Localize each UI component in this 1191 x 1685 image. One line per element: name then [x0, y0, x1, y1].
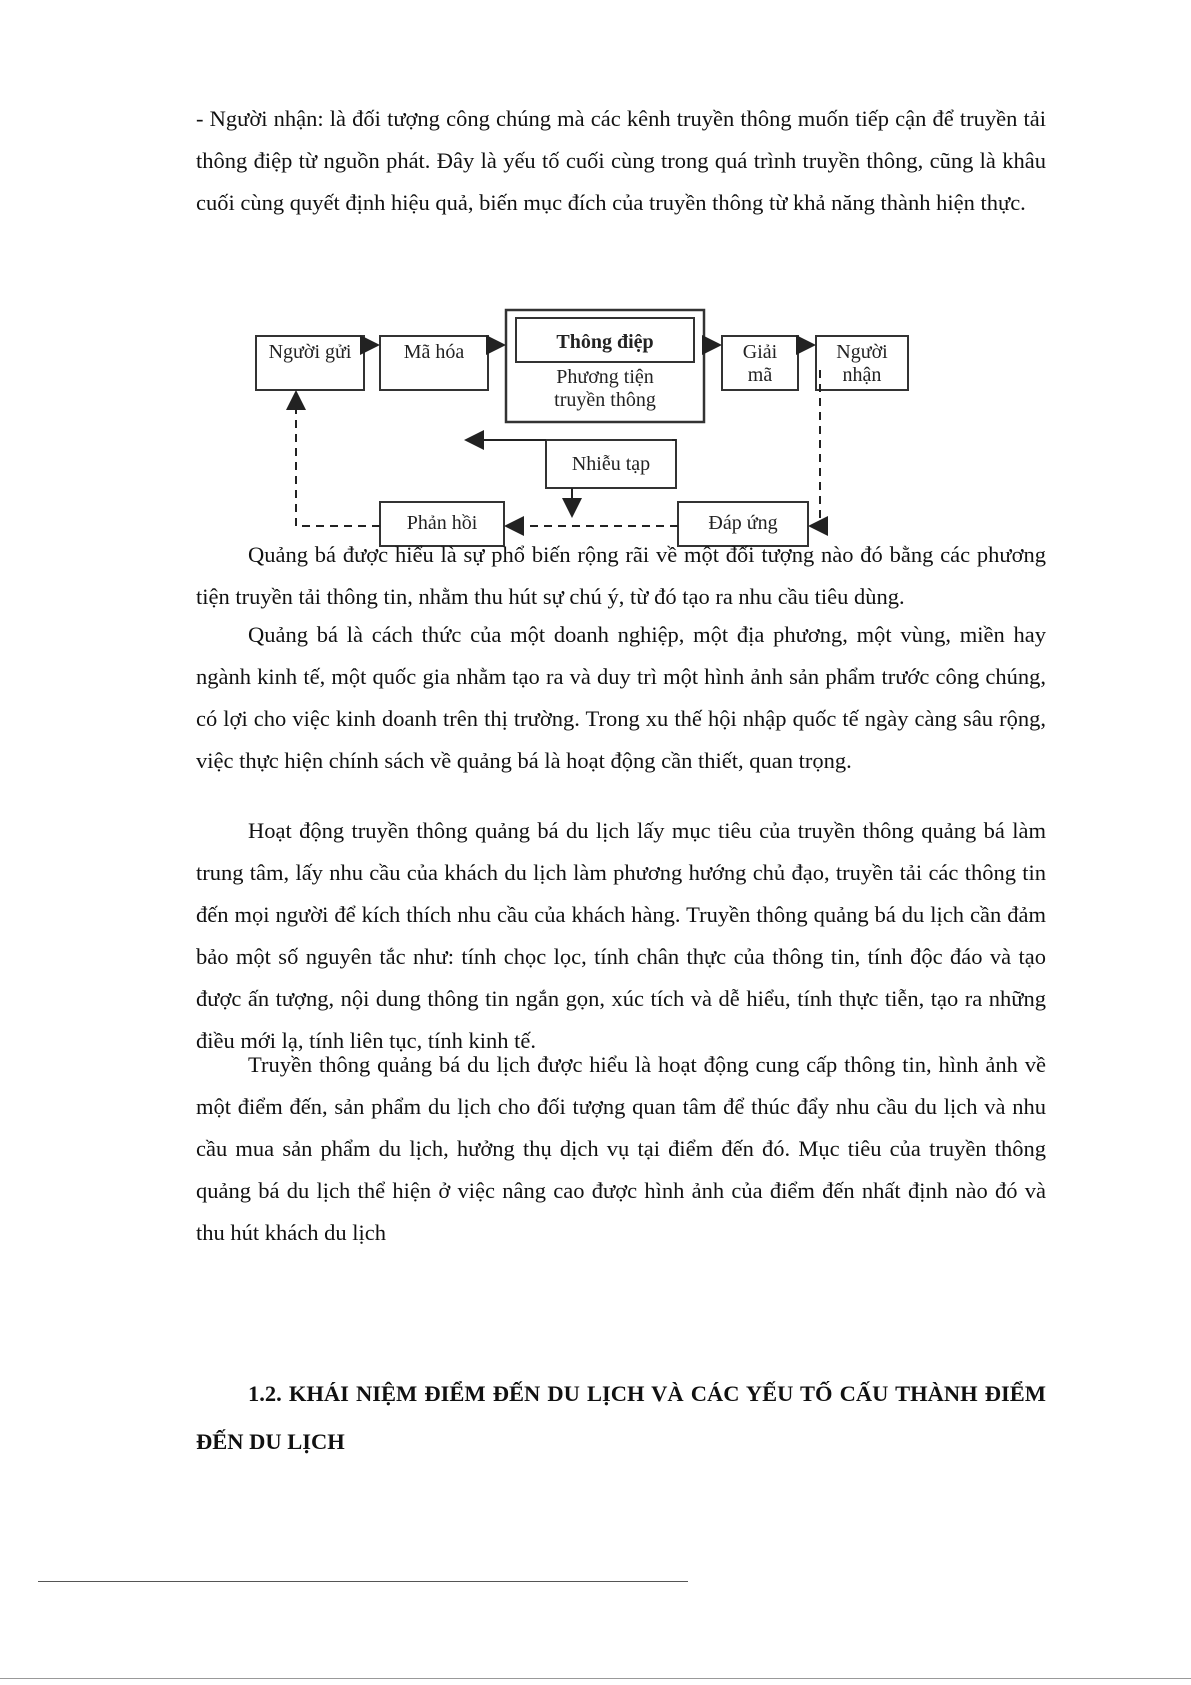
message-label: Thông điệp — [556, 331, 654, 353]
noise-label: Nhiễu tạp — [571, 453, 651, 475]
dashed-receiver-to-response — [810, 370, 820, 526]
sender-label: Người gửi — [268, 341, 352, 363]
footer-divider — [38, 1581, 688, 1582]
paragraph-advertising-definition: Quảng bá được hiểu là sự phổ biến rộng rãi về một đối tượng nào đó bằng các phương tiện truyền tải thông tin, nhằm thu hút sự chú ý, từ đó tạo ra nhu cầu tiêu dùng. — [196, 542, 1046, 609]
paragraph-tourism-promotion-definition: Truyền thông quảng bá du lịch được hiểu là hoạt động cung cấp thông tin, hình ảnh về một điểm đến, sản phẩm du lịch cho đối tượng quan tâm để thúc đẩy nhu cầu du lịch và nhu cầu mua sản phẩm du lịch, hưởng thụ dịch vụ tại điểm đến đó. Mục tiêu của truyền thông quảng bá du lịch thể hiện ở việc nâng cao được hình ảnh của điểm đến nhất định nào đó và thu hút khách du lịch — [196, 1052, 1046, 1245]
page-bottom-edge — [0, 1678, 1191, 1679]
decode-label-line2: mã — [747, 364, 773, 386]
communication-process-diagram — [240, 300, 940, 570]
response-label: Đáp ứng — [708, 512, 778, 534]
dashed-feedback-to-sender — [296, 392, 380, 526]
decode-label-line1: Giải — [742, 341, 778, 363]
feedback-label: Phản hồi — [406, 512, 478, 534]
medium-label-line2: truyền thông — [554, 389, 656, 411]
medium-label-line1: Phương tiện — [556, 366, 654, 388]
section-heading-1-2: 1.2. KHÁI NIỆM ĐIỂM ĐẾN DU LỊCH VÀ CÁC YẾU TỐ CẤU THÀNH ĐIỂM ĐẾN DU LỊCH — [196, 1381, 1046, 1454]
receiver-label-line1: Người — [836, 341, 888, 363]
paragraph-advertising-method: Quảng bá là cách thức của một doanh nghiệp, một địa phương, một vùng, miền hay ngành kinh tế, một quốc gia nhằm tạo ra và duy trì một hình ảnh sản phẩm trước công chúng, có lợi cho việc kinh doanh trên thị trường. Trong xu thế hội nhập quốc tế ngày càng sâu rộng, việc thực hiện chính sách về quảng bá là hoạt động cần thiết, quan trọng. — [196, 622, 1046, 773]
receiver-label-line2: nhận — [842, 364, 882, 386]
paragraph-receiver-definition: - Người nhận: là đối tượng công chúng mà các kênh truyền thông muốn tiếp cận để truyền tải thông điệp từ nguồn phát. Đây là yếu tố cuối cùng trong quá trình truyền thông, cũng là khâu cuối cùng quyết định hiệu quả, biến mục đích của truyền thông từ khả năng thành hiện thực. — [196, 106, 1046, 215]
paragraph-tourism-promotion-activity: Hoạt động truyền thông quảng bá du lịch lấy mục tiêu của truyền thông quảng bá làm trung tâm, lấy nhu cầu của khách du lịch làm phương hướng chủ đạo, truyền tải các thông tin đến mọi người để kích thích nhu cầu của khách hàng. Truyền thông quảng bá du lịch cần đảm bảo một số nguyên tắc như: tính chọc lọc, tính chân thực của thông tin, tính độc đáo và tạo được ấn tượng, nội dung thông tin ngắn gọn, xúc tích và dễ hiểu, tính thực tiễn, tạo ra những điều mới lạ, tính liên tục, tính kinh tế. — [196, 818, 1046, 1053]
encode-label: Mã hóa — [403, 341, 465, 363]
